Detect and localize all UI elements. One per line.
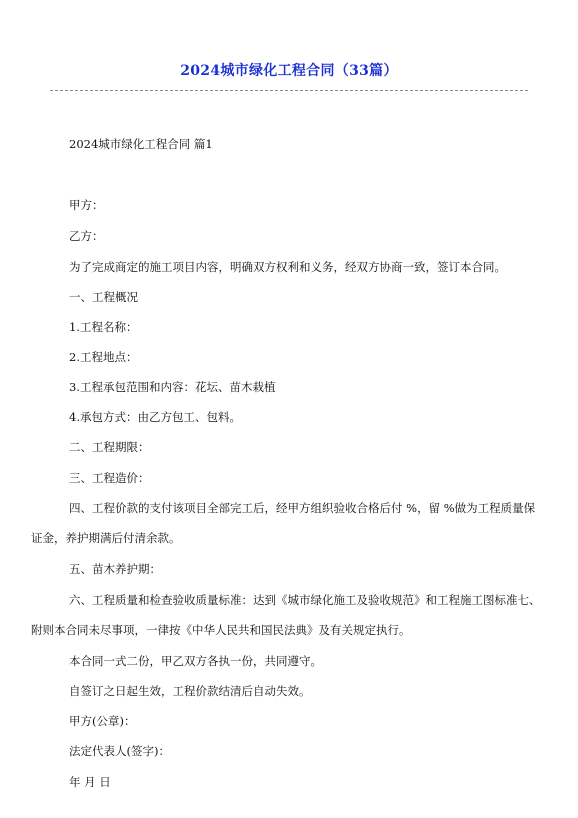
paragraph-party-a: 甲方： bbox=[69, 198, 104, 212]
signature-date: 年 月 日 bbox=[69, 775, 111, 789]
document-title: 2024城市绿化工程合同（33篇） bbox=[180, 63, 398, 79]
paragraph-quality: 六、工程质量和检查验收质量标准：达到《城市绿化施工及验收规范》和工程施工图标准七、 bbox=[69, 593, 541, 607]
paragraph-maintenance-period: 五、苗木养护期： bbox=[69, 562, 161, 576]
paragraph-project-location: 2.工程地点： bbox=[69, 350, 138, 364]
paragraph-party-b: 乙方： bbox=[69, 229, 104, 243]
paragraph-cost: 三、工程造价： bbox=[69, 471, 150, 485]
paragraph-payment: 四、工程价款的支付该项目全部完工后，经甲方组织验收合格后付 %，留 %做为工程质量保 bbox=[69, 501, 536, 515]
paragraph-contract-mode: 4.承包方式：由乙方包工、包料。 bbox=[69, 410, 241, 424]
paragraph-project-name: 1.工程名称： bbox=[69, 320, 138, 334]
title-divider bbox=[50, 90, 528, 91]
section-heading: 2024城市绿化工程合同 篇1 bbox=[69, 137, 213, 151]
paragraph-preamble: 为了完成商定的施工项目内容，明确双方权利和义务，经双方协商一致，签订本合同。 bbox=[69, 260, 506, 274]
paragraph-effective: 自签订之日起生效，工程价款结清后自动失效。 bbox=[69, 684, 311, 698]
signature-party-a-seal: 甲方(公章)： bbox=[69, 714, 136, 728]
paragraph-copies: 本合同一式二份，甲乙双方各执一份，共同遵守。 bbox=[69, 654, 322, 668]
signature-legal-representative: 法定代表人(签字)： bbox=[69, 744, 170, 758]
paragraph-supplementary: 附则本合同未尽事项，一律按《中华人民共和国民法典》及有关规定执行。 bbox=[31, 623, 411, 637]
paragraph-payment-continued: 证金，养护期满后付清余款。 bbox=[31, 531, 181, 545]
paragraph-overview-heading: 一、工程概况 bbox=[69, 290, 138, 304]
paragraph-scope: 3.工程承包范围和内容：花坛、苗木栽植 bbox=[69, 380, 276, 394]
paragraph-duration: 二、工程期限： bbox=[69, 440, 150, 454]
